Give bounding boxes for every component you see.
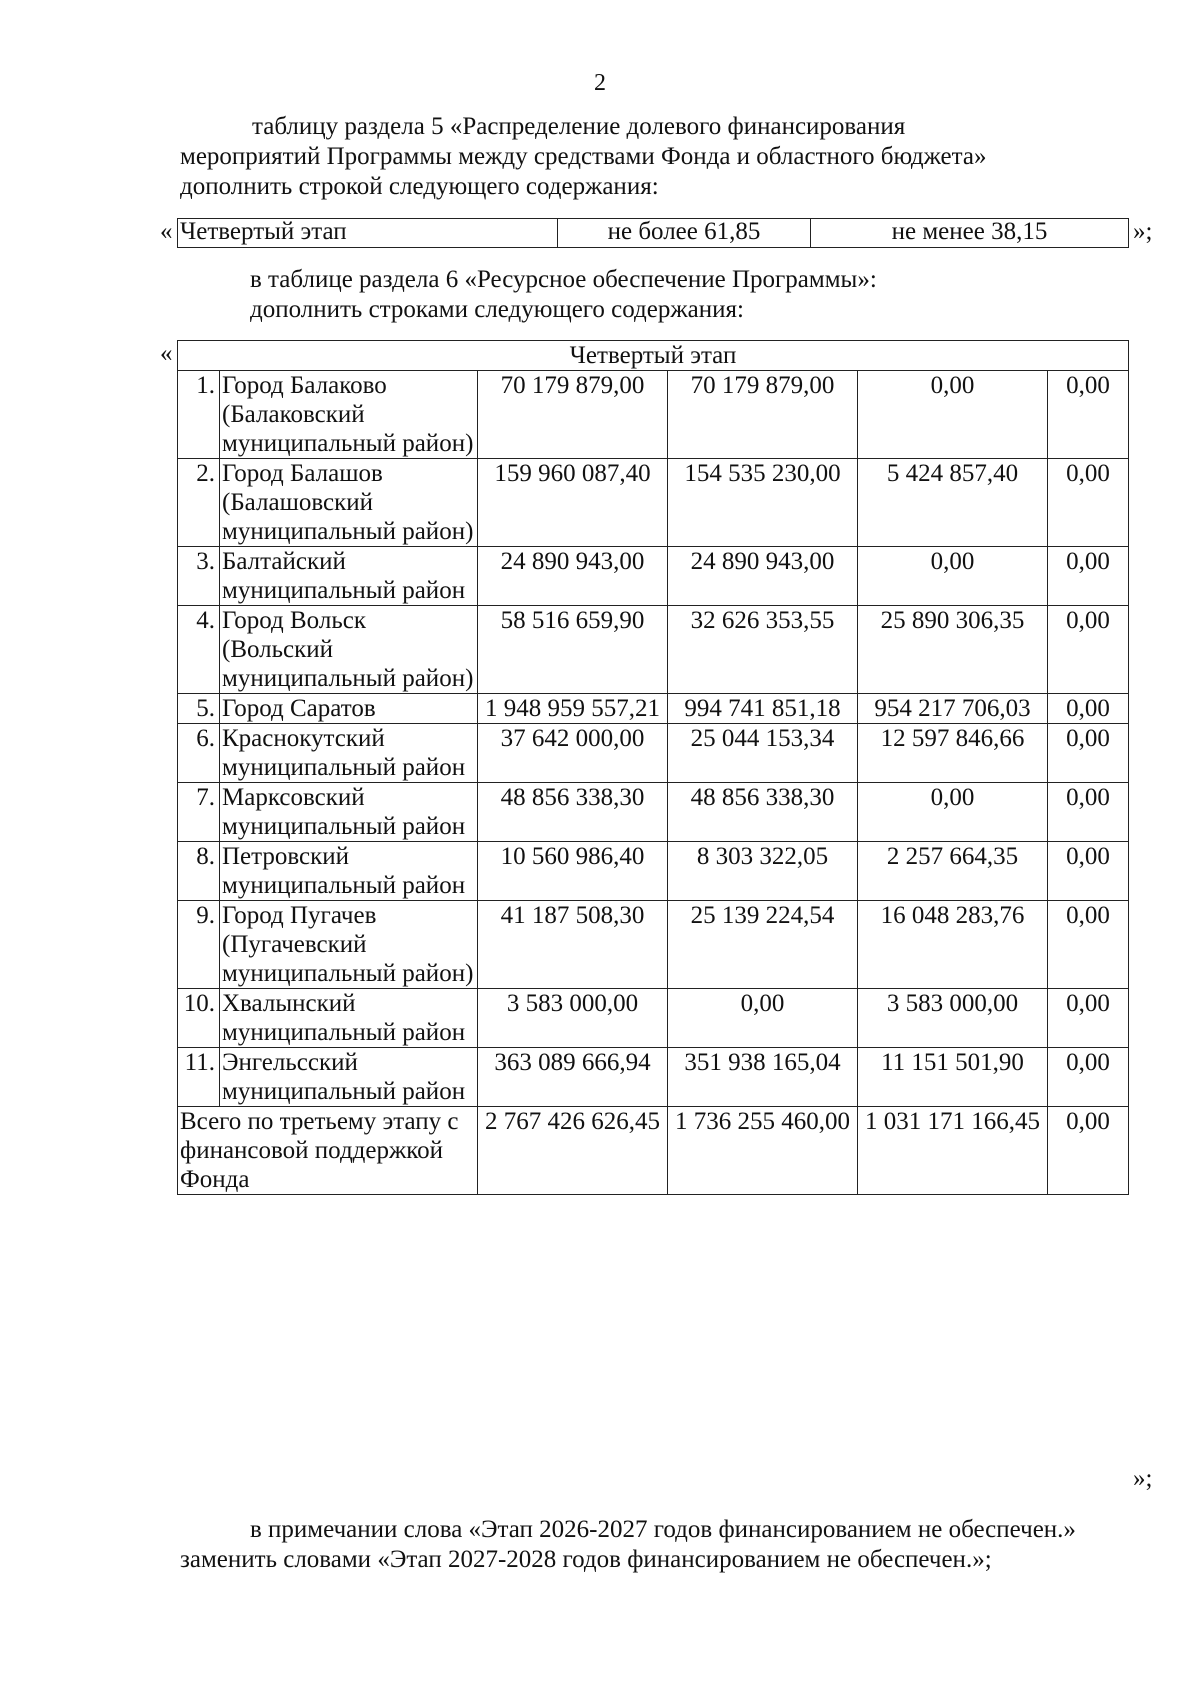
row-number: 3. (178, 547, 220, 606)
table-cell: 37 642 000,00 (478, 724, 668, 783)
row-number: 5. (178, 694, 220, 724)
table-cell: 0,00 (1048, 371, 1129, 459)
table-row (178, 219, 1129, 248)
table-cell: 5 424 857,40 (858, 459, 1048, 547)
row-number: 11. (178, 1048, 220, 1107)
table-cell: 0,00 (1048, 989, 1129, 1048)
paragraph-table6-intro (250, 265, 1130, 325)
table-cell: 2 767 426 626,45 (478, 1107, 668, 1195)
table-row (178, 989, 1129, 1048)
table-row (178, 606, 1129, 694)
row-number: 9. (178, 901, 220, 989)
table-cell: 8 303 322,05 (668, 842, 858, 901)
table-row (178, 459, 1129, 547)
table-cell: 25 890 306,35 (858, 606, 1048, 694)
table-cell: 0,00 (1048, 901, 1129, 989)
table-cell: 1 948 959 557,21 (478, 694, 668, 724)
municipality-name: Город Балашов (Балашовский муниципальный район) (220, 459, 478, 547)
paragraph-line: дополнить строкой следующего содержания: (180, 173, 659, 200)
municipality-name: Хвалынский муниципальный район (220, 989, 478, 1048)
table-cell: 0,00 (1048, 606, 1129, 694)
page-number: 2 (594, 70, 606, 96)
close-quote: »; (1133, 218, 1153, 245)
municipality-name: Энгельсский муниципальный район (220, 1048, 478, 1107)
table-cell: 154 535 230,00 (668, 459, 858, 547)
table-cell: 0,00 (858, 783, 1048, 842)
table-cell: 24 890 943,00 (668, 547, 858, 606)
table-cell: 70 179 879,00 (478, 371, 668, 459)
table-cell: 3 583 000,00 (478, 989, 668, 1048)
table-cell: 2 257 664,35 (858, 842, 1048, 901)
row-number: 10. (178, 989, 220, 1048)
table-cell: 58 516 659,90 (478, 606, 668, 694)
paragraph-table5-intro (180, 112, 1125, 202)
municipality-name: Город Пугачев (Пугачевский муниципальный район) (220, 901, 478, 989)
table-cell: 70 179 879,00 (668, 371, 858, 459)
municipality-name: Марксовский муниципальный район (220, 783, 478, 842)
paragraph-note-change (180, 1515, 1125, 1575)
open-quote: « (160, 340, 173, 367)
table-row (178, 901, 1129, 989)
stage-header: Четвертый этап (178, 341, 1129, 371)
open-quote: « (160, 218, 173, 245)
table-cell: 48 856 338,30 (668, 783, 858, 842)
table-cell: 954 217 706,03 (858, 694, 1048, 724)
table-row (178, 783, 1129, 842)
total-label: Всего по третьему этапу с финансовой поддержкой Фонда (178, 1107, 478, 1195)
resource-table (177, 340, 1129, 1195)
close-quote: »; (1133, 1465, 1153, 1492)
paragraph-line: в примечании слова «Этап 2026-2027 годов финансированием не обеспечен.» (250, 1516, 1076, 1543)
table-cell: 0,00 (858, 547, 1048, 606)
table-cell: 0,00 (1048, 1107, 1129, 1195)
row-number: 6. (178, 724, 220, 783)
table-row (178, 694, 1129, 724)
table-cell: не менее 38,15 (811, 219, 1129, 248)
row-number: 2. (178, 459, 220, 547)
paragraph-line: в таблице раздела 6 «Ресурсное обеспечение Программы»: (250, 266, 877, 293)
table-cell: 1 736 255 460,00 (668, 1107, 858, 1195)
paragraph-line: мероприятий Программы между средствами Фонда и областного бюджета» (180, 143, 987, 170)
table-cell: 0,00 (858, 371, 1048, 459)
table-cell: 994 741 851,18 (668, 694, 858, 724)
table-cell: 41 187 508,30 (478, 901, 668, 989)
table-row (178, 341, 1129, 371)
table-cell: не более 61,85 (558, 219, 811, 248)
table-cell: 25 139 224,54 (668, 901, 858, 989)
table-cell: 159 960 087,40 (478, 459, 668, 547)
table-cell: 0,00 (1048, 842, 1129, 901)
table-cell: 25 044 153,34 (668, 724, 858, 783)
total-row (178, 1107, 1129, 1195)
municipality-name: Балтайский муниципальный район (220, 547, 478, 606)
table-row (178, 371, 1129, 459)
table-cell: 0,00 (1048, 1048, 1129, 1107)
table-cell: 0,00 (1048, 694, 1129, 724)
table-cell: 3 583 000,00 (858, 989, 1048, 1048)
stage-share-table (177, 218, 1129, 248)
table-cell: 16 048 283,76 (858, 901, 1048, 989)
row-number: 7. (178, 783, 220, 842)
table-cell: 32 626 353,55 (668, 606, 858, 694)
municipality-name: Петровский муниципальный район (220, 842, 478, 901)
row-number: 4. (178, 606, 220, 694)
municipality-name: Краснокутский муниципальный район (220, 724, 478, 783)
table-row (178, 842, 1129, 901)
row-number: 1. (178, 371, 220, 459)
table-cell: 48 856 338,30 (478, 783, 668, 842)
table-cell: 0,00 (1048, 783, 1129, 842)
table-cell: 11 151 501,90 (858, 1048, 1048, 1107)
table-cell: 1 031 171 166,45 (858, 1107, 1048, 1195)
table-row (178, 1048, 1129, 1107)
table-cell: 351 938 165,04 (668, 1048, 858, 1107)
municipality-name: Город Балаково (Балаковский муниципальный район) (220, 371, 478, 459)
table-cell: 0,00 (668, 989, 858, 1048)
paragraph-line: таблицу раздела 5 «Распределение долевого финансирования (252, 113, 906, 140)
paragraph-line: дополнить строками следующего содержания: (250, 296, 744, 323)
table-cell: 12 597 846,66 (858, 724, 1048, 783)
paragraph-line: заменить словами «Этап 2027-2028 годов финансированием не обеспечен.»; (180, 1546, 992, 1573)
table-cell: 0,00 (1048, 547, 1129, 606)
table-cell: 10 560 986,40 (478, 842, 668, 901)
municipality-name: Город Вольск (Вольский муниципальный район) (220, 606, 478, 694)
municipality-name: Город Саратов (220, 694, 478, 724)
table-cell: 363 089 666,94 (478, 1048, 668, 1107)
table-cell: 0,00 (1048, 724, 1129, 783)
table-cell: 0,00 (1048, 459, 1129, 547)
table-row (178, 724, 1129, 783)
table-row (178, 547, 1129, 606)
table-cell: 24 890 943,00 (478, 547, 668, 606)
row-number: 8. (178, 842, 220, 901)
table-cell: Четвертый этап (178, 219, 558, 248)
